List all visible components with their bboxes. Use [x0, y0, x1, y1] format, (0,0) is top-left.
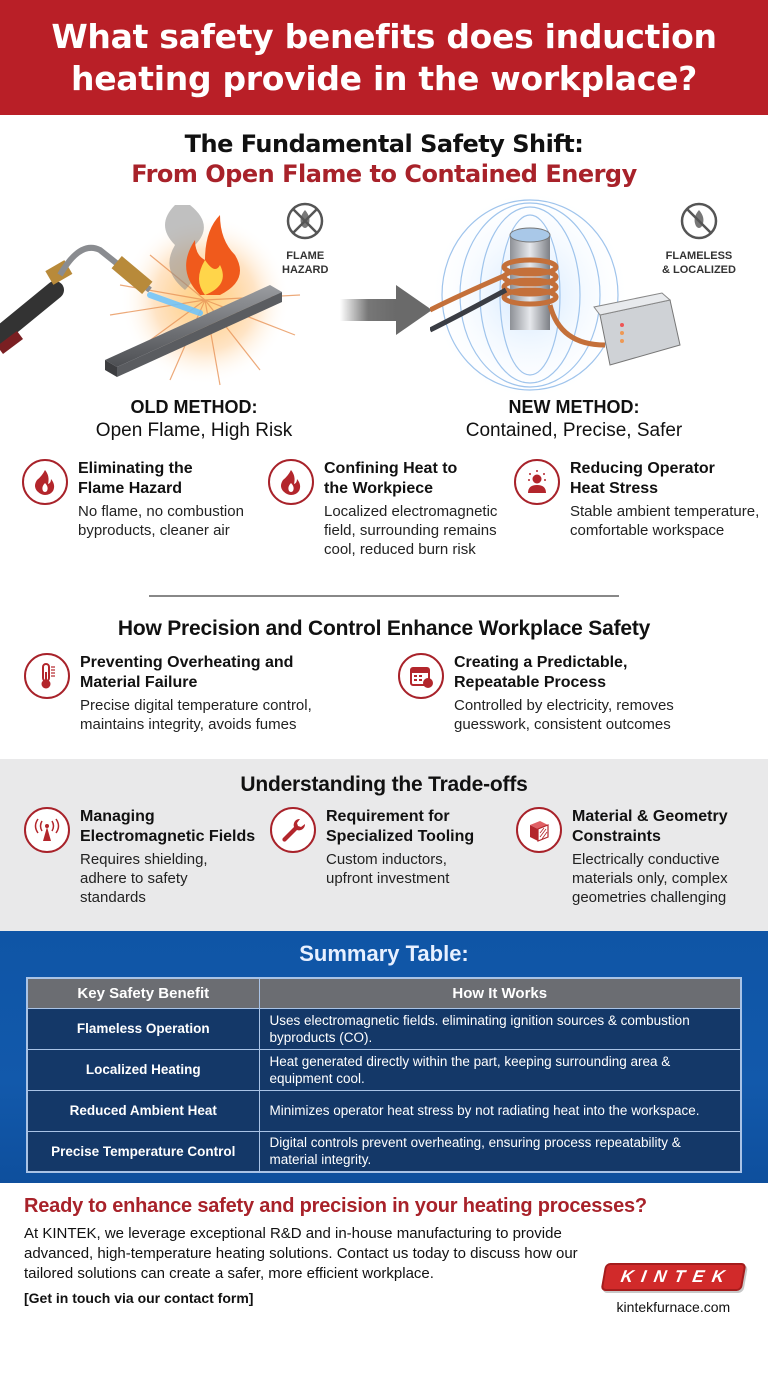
table-row [27, 1008, 741, 1049]
website-url[interactable]: kintekfurnace.com [616, 1299, 731, 1315]
table-cell-benefit: Precise Temperature Control [27, 1131, 259, 1172]
new-method-caption: NEW METHOD: Contained, Precise, Safer [465, 397, 683, 441]
summary-section [0, 931, 768, 1183]
shift-title-line2: From Open Flame to Contained Energy [131, 160, 637, 188]
no-flame-icon [679, 201, 719, 241]
table-cell-benefit: Flameless Operation [27, 1008, 259, 1049]
table-cell-how: Digital controls prevent overheating, ensuring process repeatability & material integrity. [259, 1131, 741, 1172]
calendar-icon [398, 653, 444, 699]
summary-table [26, 977, 742, 1173]
cta-title: Ready to enhance safety and precision in your heating processes? [24, 1195, 647, 1217]
summary-title: Summary Table: [299, 941, 469, 966]
tradeoff-tooling: Requirement for Specialized Tooling Custom inductors, upfront investment [270, 807, 516, 907]
benefit-confining-heat: Confining Heat to the Workpiece Localized electromagnetic field, surrounding remains cool, reduced burn risk [268, 459, 514, 589]
antenna-icon [24, 807, 70, 853]
section-divider [149, 595, 619, 597]
comparison-illustration [0, 195, 768, 445]
logo-wordmark: KINTEK [600, 1263, 746, 1291]
table-row [27, 1049, 741, 1090]
operator-icon [514, 459, 560, 505]
precision-item-repeatable: Creating a Predictable, Repeatable Process Controlled by electricity, removes guesswork, consistent outcomes [374, 653, 748, 753]
thermometer-icon [24, 653, 70, 699]
shift-title-line1: The Fundamental Safety Shift: [184, 130, 584, 158]
tradeoffs-row [0, 807, 768, 907]
table-row [27, 1090, 741, 1131]
table-header-row [27, 978, 741, 1008]
kintek-logo[interactable] [603, 1263, 744, 1315]
tradeoffs-title: Understanding the Trade-offs [240, 773, 528, 796]
cta-section [0, 1183, 768, 1315]
tradeoff-emf: Managing Electromagnetic Fields Requires shielding, adhere to safety standards [24, 807, 270, 907]
table-cell-benefit: Reduced Ambient Heat [27, 1090, 259, 1131]
precision-item-overheating: Preventing Overheating and Material Failure Precise digital temperature control, maintains integrity, avoids fumes [24, 653, 374, 753]
contact-form-link[interactable]: [Get in touch via our contact form] [24, 1290, 254, 1306]
column-header: Key Safety Benefit [27, 978, 259, 1008]
table-cell-how: Minimizes operator heat stress by not radiating heat into the workspace. [259, 1090, 741, 1131]
benefits-row [0, 459, 768, 589]
flameless-badge: FLAMELESS & LOCALIZED [662, 201, 736, 277]
table-row [27, 1131, 741, 1172]
flame-icon [22, 459, 68, 505]
tradeoffs-section [0, 759, 768, 931]
arrow-right-icon [340, 285, 432, 335]
table-cell-benefit: Localized Heating [27, 1049, 259, 1090]
page-title: What safety benefits does induction heating provide in the workplace? [51, 16, 717, 98]
header-banner [0, 0, 768, 115]
flame-hazard-badge: FLAME HAZARD [282, 201, 328, 277]
induction-coil-illustration [430, 195, 690, 395]
cube-icon [516, 807, 562, 853]
table-cell-how: Uses electromagnetic fields. eliminating ignition sources & combustion byproducts (CO). [259, 1008, 741, 1049]
flame-icon [268, 459, 314, 505]
precision-row [0, 653, 768, 753]
benefit-eliminating-flame: Eliminating the Flame Hazard No flame, no combustion byproducts, cleaner air [22, 459, 268, 589]
benefit-operator-stress: Reducing Operator Heat Stress Stable ambient temperature, comfortable workspace [514, 459, 760, 589]
table-cell-how: Heat generated directly within the part, keeping surrounding area & equipment cool. [259, 1049, 741, 1090]
no-flame-icon [285, 201, 325, 241]
precision-section-title: How Precision and Control Enhance Workplace Safety [117, 617, 651, 640]
tradeoff-material: Material & Geometry Constraints Electrically conductive materials only, complex geometries challenging [516, 807, 762, 907]
shift-section-title [0, 129, 768, 189]
cta-description: At KINTEK, we leverage exceptional R&D and in-house manufacturing to provide advanced, high-temperature heating solutions. Contact us today to discuss how our tailored solutions can create a safer, more efficient workplace. [24, 1225, 578, 1282]
column-header: How It Works [259, 978, 741, 1008]
wrench-icon [270, 807, 316, 853]
old-method-caption: OLD METHOD: Open Flame, High Risk [95, 397, 293, 441]
